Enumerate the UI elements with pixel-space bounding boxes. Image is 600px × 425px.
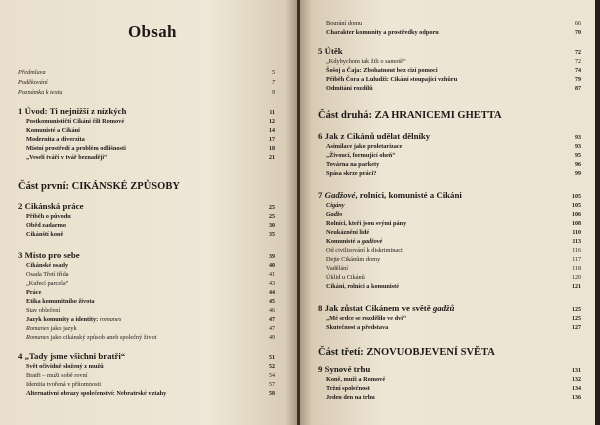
toc-entry: Odmítání rozdílů 87 [326, 85, 581, 92]
right-page [300, 0, 595, 425]
toc-entry: Neukáznění lidé 110 [326, 229, 581, 236]
toc-entry: Alternativní obrazy společenství: Nebratrské vztahy 58 [26, 390, 275, 397]
toc-chapter-heading: 1 Úvod: Ti nejnižší z nízkých 11 [18, 106, 275, 116]
toc-entry: Oběd zadarmo 30 [26, 222, 275, 229]
toc-entry: Romanes jako jazyk 47 [26, 325, 275, 332]
toc-chapter-heading: 3 Místo pro sebe 39 [18, 250, 275, 260]
toc-entry-front: Poznámka k textu 9 [18, 89, 275, 96]
toc-entry: Tržní společnost 134 [326, 385, 581, 392]
toc-chapter-heading: 8 Jak zůstat Cikánem ve světě gadžů 125 [318, 303, 581, 313]
toc-entry: Gadžo 106 [326, 211, 581, 218]
toc-left [0, 0, 297, 425]
toc-entry: Cigány 105 [326, 202, 581, 209]
left-page [0, 0, 297, 425]
toc-entry: „Kuřecí parcela“ 43 [26, 280, 275, 287]
page-title: Obsah [128, 22, 177, 41]
toc-entry: Postkomunističtí Cikáni čili Romové 12 [26, 118, 275, 125]
toc-entry: Osada Třetí třída 41 [26, 271, 275, 278]
toc-entry: Skutečnost a představa 127 [326, 324, 581, 331]
toc-entry: Cikánští koně 35 [26, 231, 275, 238]
toc-entry: „Veselí tváří v tvář beznaději“ 21 [26, 154, 275, 161]
toc-entry: „Živoucí, formující oheň“ 95 [326, 152, 581, 159]
toc-chapter-heading: 6 Jak z Cikánů udělat dělníky 93 [318, 131, 581, 141]
toc-entry: Od civilizování k diskriminaci 116 [326, 247, 581, 254]
toc-entry: „Kdybychom tak žili o samotě“ 72 [326, 58, 581, 65]
toc-entry: Etika komunitního života 45 [26, 298, 275, 305]
toc-chapter-heading: 5 Útěk 72 [318, 46, 581, 56]
toc-part-heading: Část třetí: ZNOVUOBJEVENÍ SVĚTA [318, 347, 495, 358]
toc-entry: Úklid u Cikánů 120 [326, 274, 581, 281]
toc-entry: Vadělání 118 [326, 265, 581, 272]
toc-entry: Charakter komunity a prostředky odporu 70 [326, 29, 581, 36]
toc-right [300, 0, 595, 425]
toc-chapter-heading: 7 Gadžové, rolníci, komunisté a Cikáni 105 [318, 190, 581, 200]
toc-entry: Svět očividně složený z mužů 52 [26, 363, 275, 370]
toc-entry: „Mé srdce se rozdělilo ve dví“ 125 [326, 315, 581, 322]
toc-entry: Komunisté a Cikáni 14 [26, 127, 275, 134]
toc-entry: Cikánské osady 40 [26, 262, 275, 269]
toc-entry: Romanes jako cikánský způsob aneb společný život 49 [26, 334, 275, 341]
toc-entry: Rolníci, kteří jsou svými pány 108 [326, 220, 581, 227]
toc-entry: Bourání domu 66 [326, 20, 581, 27]
toc-entry: Příběh o původu 25 [26, 213, 275, 220]
toc-chapter-heading: 4 „Tady jsme všichni bratři“ 51 [18, 351, 275, 361]
toc-entry-front: Poděkování 7 [18, 79, 275, 86]
toc-part-heading: Část první: CIKÁNSKÉ ZPŮSOBY [18, 181, 180, 192]
toc-entry: Dejte Cikánům domy 117 [326, 256, 581, 263]
toc-entry: Bratři – muži sobě rovní 54 [26, 372, 275, 379]
toc-entry: Šošoj a Čaja: Zbohatnout bez cizí pomoci 74 [326, 67, 581, 74]
toc-entry: Práce 44 [26, 289, 275, 296]
page-edge [595, 0, 600, 425]
toc-entry: Modernita a diverzita 17 [26, 136, 275, 143]
toc-entry: Továrna na parkety 96 [326, 161, 581, 168]
toc-entry: Cikáni, rolníci a komunisté 121 [326, 283, 581, 290]
toc-chapter-heading: 9 Synové trhu 131 [318, 364, 581, 374]
toc-entry: Komunisté a gadžové 113 [326, 238, 581, 245]
toc-entry: Spása skrze práci? 99 [326, 170, 581, 177]
toc-entry: Jeden den na trhu 136 [326, 394, 581, 401]
toc-entry: Jazyk komunity a identity: romanes 47 [26, 316, 275, 323]
toc-entry: Stav oblečení 46 [26, 307, 275, 314]
toc-part-heading: Část druhá: ZA HRANICEMI GHETTA [318, 110, 502, 121]
toc-entry: Asimilace jako proletarizace 93 [326, 143, 581, 150]
toc-entry: Příběh Čora a Luludži: Cikání stoupající vzhůru 79 [326, 76, 581, 83]
toc-chapter-heading: 2 Cikánská práce 25 [18, 201, 275, 211]
toc-entry: Identita tvořená v přítomnosti 57 [26, 381, 275, 388]
toc-entry: Místní prostředí a problém odlišnosti 18 [26, 145, 275, 152]
toc-entry: Koně, muži a Romové 132 [326, 376, 581, 383]
toc-entry-front: Předmluva 5 [18, 69, 275, 76]
